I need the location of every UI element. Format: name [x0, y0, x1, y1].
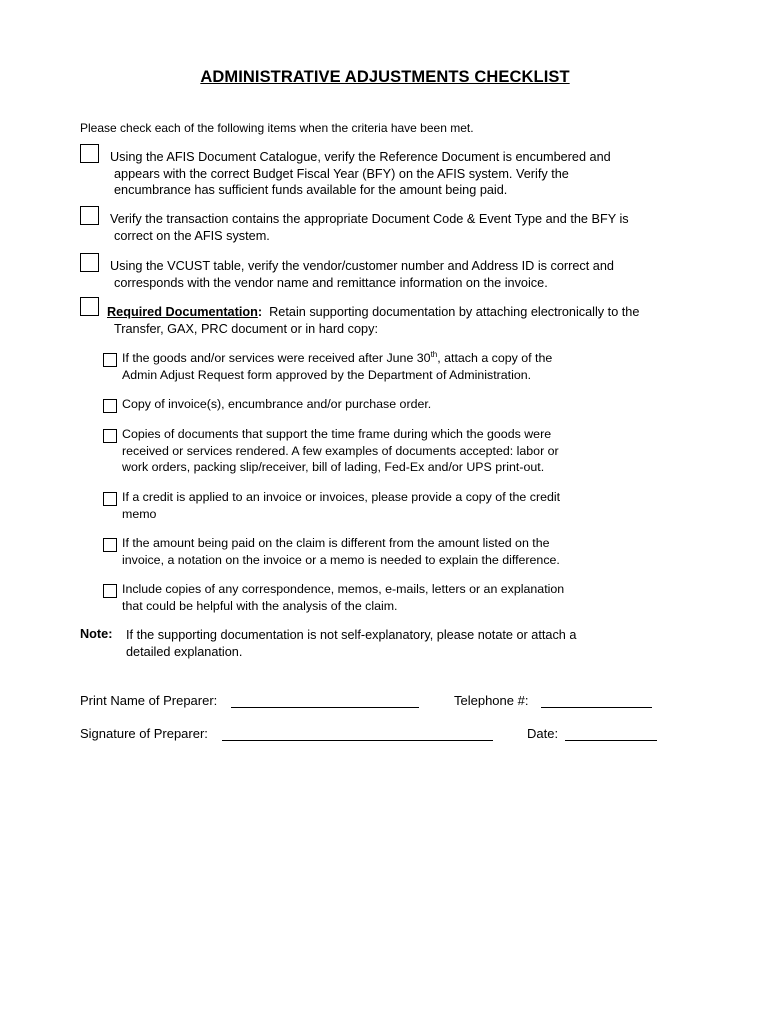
- print-name-label: Print Name of Preparer:: [80, 693, 218, 708]
- telephone-field[interactable]: [541, 707, 652, 708]
- page-title: ADMINISTRATIVE ADJUSTMENTS CHECKLIST: [200, 68, 570, 86]
- checkbox-item-4[interactable]: [80, 297, 99, 316]
- subitem-6-text: Include copies of any correspondence, memos, e-mails, letters or an explanation that could be helpful with the analysis of the claim.: [122, 582, 565, 613]
- checkbox-subitem-4[interactable]: [103, 492, 117, 506]
- date-field[interactable]: [565, 740, 657, 741]
- subitem-3-text: Copies of documents that support the time frame during which the goods were received or services rendered. A few examples of documents accepted: labor or work orders, packing slip/receiver, bill of lading, Fed-Ex and/or UPS print-out.: [122, 427, 559, 474]
- item-3-text: Using the VCUST table, verify the vendor/customer number and Address ID is correct and corresponds with the vendor name and remittance information on the invoice.: [110, 259, 614, 290]
- checkbox-item-2[interactable]: [80, 206, 99, 225]
- intro-text: Please check each of the following items when the criteria have been met.: [80, 121, 474, 135]
- date-label: Date:: [527, 726, 559, 741]
- telephone-label: Telephone #:: [454, 693, 529, 708]
- required-documentation-heading: Required Documentation: [107, 305, 258, 319]
- checkbox-item-1[interactable]: [80, 144, 99, 163]
- item-4-text: Required Documentation: Retain supporting documentation by attaching electronically to the Transfer, GAX, PRC document or in hard copy:: [107, 305, 640, 336]
- checkbox-subitem-1[interactable]: [103, 353, 117, 367]
- note-label: Note:: [80, 627, 113, 641]
- item-1-text: Using the AFIS Document Catalogue, verify the Reference Document is encumbered and appears with the correct Budget Fiscal Year (BFY) on the AFIS system. Verify the encumbrance has sufficient funds available for the amount being paid.: [110, 150, 611, 197]
- subitem-2-text: Copy of invoice(s), encumbrance and/or purchase order.: [122, 397, 432, 411]
- print-name-field[interactable]: [231, 707, 419, 708]
- signature-label: Signature of Preparer:: [80, 726, 208, 741]
- checkbox-subitem-2[interactable]: [103, 399, 117, 413]
- subitem-4-text: If a credit is applied to an invoice or invoices, please provide a copy of the credit memo: [122, 490, 561, 521]
- subitem-1-text: If the goods and/or services were received after June 30th, attach a copy of the Admin Adjust Request form approved by the Department of Administration.: [122, 349, 553, 382]
- checkbox-subitem-3[interactable]: [103, 429, 117, 443]
- item-2-text: Verify the transaction contains the appropriate Document Code & Event Type and the BFY is correct on the AFIS system.: [110, 212, 629, 243]
- note-text: If the supporting documentation is not self-explanatory, please notate or attach a detailed explanation.: [126, 628, 577, 659]
- signature-field[interactable]: [222, 740, 493, 741]
- checkbox-item-3[interactable]: [80, 253, 99, 272]
- subitem-5-text: If the amount being paid on the claim is different from the amount listed on the invoice, a notation on the invoice or a memo is needed to explain the difference.: [122, 536, 560, 567]
- checkbox-subitem-6[interactable]: [103, 584, 117, 598]
- checkbox-subitem-5[interactable]: [103, 538, 117, 552]
